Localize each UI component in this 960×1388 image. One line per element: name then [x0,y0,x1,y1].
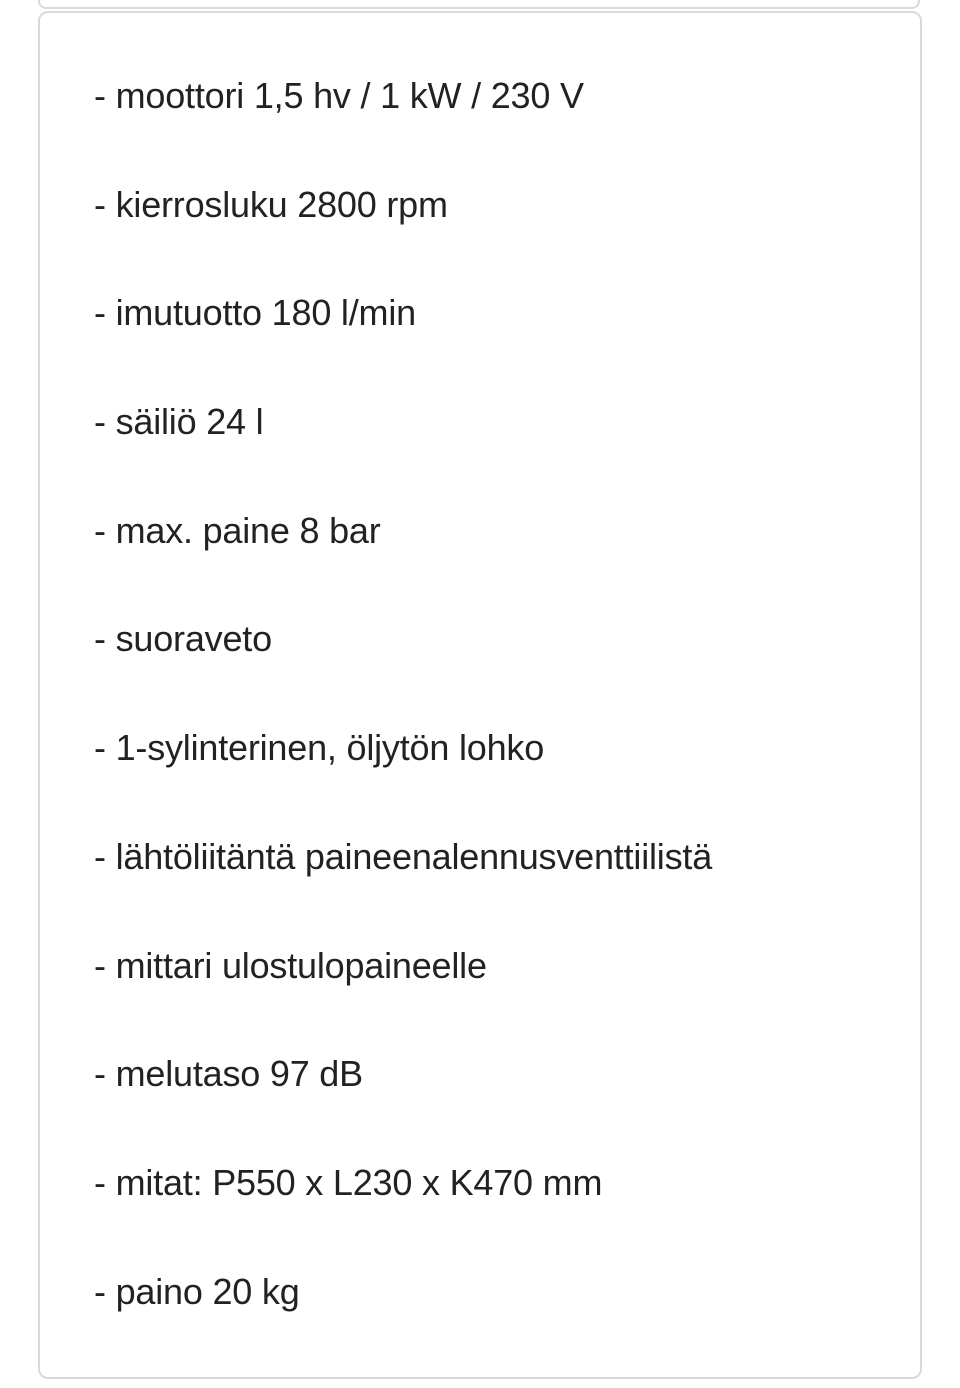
spec-item-weight: - paino 20 kg [94,1270,300,1312]
spec-item-outlet: - lähtöliitäntä paineenalennusventtiilistä [94,835,713,877]
spec-item-intake: - imutuotto 180 l/min [94,292,416,334]
spec-item-tank: - säiliö 24 l [94,401,264,443]
spec-item-drive: - suoraveto [94,618,272,660]
spec-item-noise: - melutaso 97 dB [94,1053,363,1095]
previous-card-edge [38,0,920,9]
spec-item-rpm: - kierrosluku 2800 rpm [94,183,448,225]
spec-item-gauge: - mittari ulostulopaineelle [94,944,487,986]
specifications-list [94,70,712,1374]
spec-item-cylinder: - 1-sylinterinen, öljytön lohko [94,727,545,769]
spec-item-dimensions: - mitat: P550 x L230 x K470 mm [94,1161,603,1203]
spec-item-max-pressure: - max. paine 8 bar [94,509,381,551]
specifications-card [38,11,922,1379]
spec-item-motor: - moottori 1,5 hv / 1 kW / 230 V [94,75,584,116]
